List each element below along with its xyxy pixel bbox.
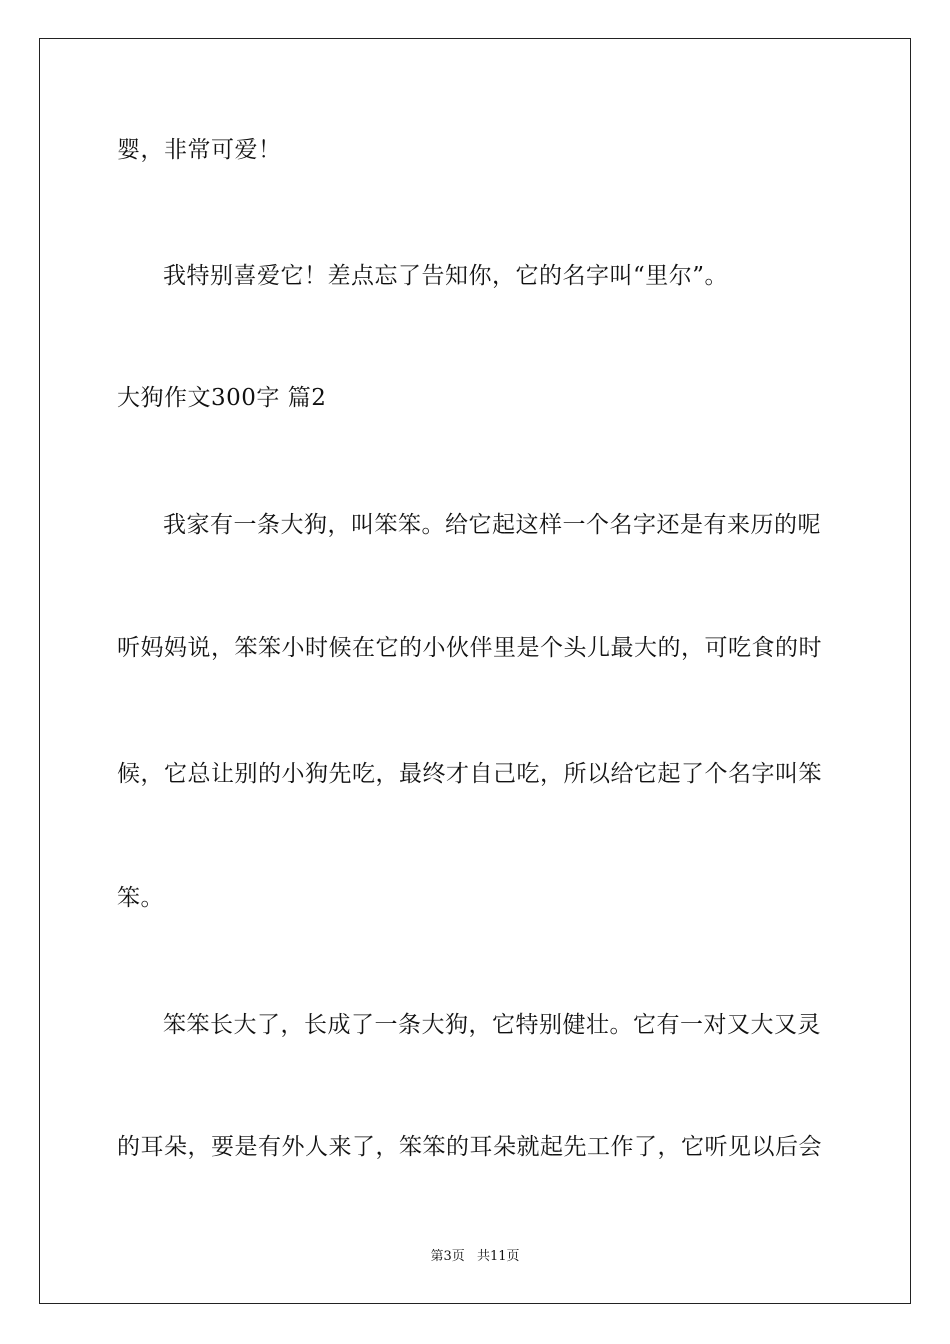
page-number: 第3页 xyxy=(430,1249,465,1264)
paragraph-line: 我家有一条大狗，叫笨笨。给它起这样一个名字还是有来历的呢 xyxy=(163,512,821,538)
paragraph-line: 笨笨长大了，长成了一条大狗，它特别健壮。它有一对又大又灵 xyxy=(163,1012,821,1038)
paragraph-line: 婴，非常可爱！ xyxy=(117,137,282,163)
paragraph-line: 笨。 xyxy=(117,885,164,911)
paragraph-line: 我特别喜爱它！差点忘了告知你，它的名字叫“里尔”。 xyxy=(163,263,729,289)
page-total: 共11页 xyxy=(476,1249,520,1264)
paragraph-line: 候，它总让别的小狗先吃，最终才自己吃，所以给它起了个名字叫笨 xyxy=(117,761,822,787)
section-heading: 大狗作文300字 篇2 xyxy=(117,385,327,411)
page-footer xyxy=(0,1248,950,1266)
paragraph-line: 听妈妈说，笨笨小时候在它的小伙伴里是个头儿最大的，可吃食的时 xyxy=(117,635,822,661)
paragraph-line: 的耳朵，要是有外人来了，笨笨的耳朵就起先工作了，它听见以后会 xyxy=(117,1134,822,1160)
page-frame xyxy=(39,38,911,1304)
